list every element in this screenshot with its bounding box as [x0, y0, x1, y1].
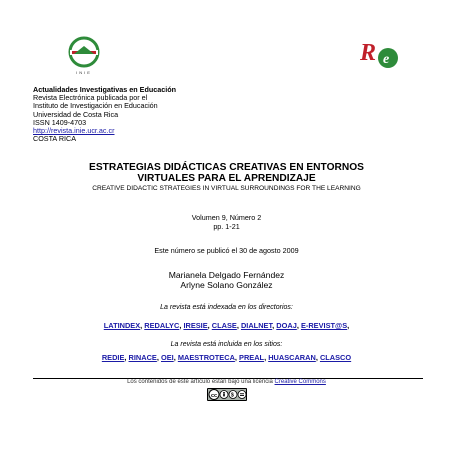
- directory-link-clase[interactable]: CLASE: [211, 321, 237, 330]
- license-notice: [0, 379, 453, 385]
- svg-text:R: R: [360, 40, 377, 66]
- creative-commons-link[interactable]: Creative Commons: [274, 379, 326, 385]
- svg-text:e: e: [383, 52, 390, 67]
- university-line: Universidad de Costa Rica: [33, 109, 119, 119]
- author-1: Marianela Delgado Fernández: [168, 270, 285, 280]
- directory-link-latindex[interactable]: LATINDEX: [103, 321, 141, 330]
- inie-logo: [62, 34, 106, 78]
- revista-logo: [356, 34, 404, 72]
- site-link-clasco[interactable]: CLASCO: [319, 353, 352, 362]
- svg-text:cc: cc: [211, 393, 218, 399]
- publication-date: Este número se publicó el 30 de agosto 2009: [154, 246, 299, 255]
- directory-link-redalyc[interactable]: REDALYC: [144, 321, 180, 330]
- article-title-line-2: VIRTUALES PARA EL APRENDIZAJE: [137, 173, 316, 184]
- directory-link-erevistas[interactable]: E-REVIST@S: [300, 321, 348, 330]
- site-link-huascaran[interactable]: HUASCARAN: [268, 353, 316, 362]
- institute-line: Instituto de Investigación en Educación: [33, 101, 158, 111]
- directories-links: LATINDEX, REDALYC, IRESIE, CLASE, DIALNET, DOAJ, E-REVIST@S,: [103, 321, 350, 330]
- article-title: [0, 162, 453, 184]
- included-label: La revista está incluida en los sitios:: [170, 341, 283, 348]
- page-range: pp. 1-21: [213, 221, 240, 231]
- site-link-oei[interactable]: OEI: [160, 353, 174, 362]
- directory-link-dialnet[interactable]: DIALNET: [240, 321, 273, 330]
- journal-url-link[interactable]: http://revista.inie.ucr.ac.cr: [33, 126, 115, 136]
- directory-link-doaj[interactable]: DOAJ: [276, 321, 297, 330]
- svg-text:$: $: [231, 392, 234, 399]
- site-link-preal[interactable]: PREAL: [239, 353, 265, 362]
- directory-link-iresie[interactable]: IRESIE: [183, 321, 208, 330]
- authors: [0, 271, 453, 290]
- indexed-label: La revista está indexada en los directorios:: [160, 304, 293, 311]
- article-title-line-1: ESTRATEGIAS DIDÁCTICAS CREATIVAS EN ENTORNOS: [89, 162, 364, 173]
- author-2: Arlyne Solano González: [180, 279, 273, 290]
- site-link-rinace[interactable]: RINACE: [128, 353, 157, 362]
- country-line: COSTA RICA: [33, 134, 76, 144]
- site-link-maestroteca[interactable]: MAESTROTECA: [177, 353, 235, 362]
- article-subtitle: CREATIVE DIDACTIC STRATEGIES IN VIRTUAL SURROUNDINGS FOR THE LEARNING: [92, 185, 361, 192]
- volume-info: [0, 214, 453, 231]
- cc-license-badge[interactable]: [207, 388, 247, 401]
- license-prefix: Los contenidos de este artículo están bajo una licencia: [127, 379, 275, 385]
- site-link-redie[interactable]: REDIE: [101, 353, 125, 362]
- journal-name: Actualidades Investigativas en Educación: [33, 85, 176, 94]
- volume-number: Volumen 9, Número 2: [191, 213, 262, 222]
- inie-logo-text: INIE: [76, 70, 92, 75]
- issn-line: ISSN 1409-4703: [33, 117, 87, 127]
- publisher-line: Revista Electrónica publicada por el: [33, 93, 148, 103]
- sites-links: REDIE, RINACE, OEI, MAESTROTECA, PREAL, HUASCARAN, CLASCO: [101, 353, 352, 362]
- publication-info: [33, 86, 176, 143]
